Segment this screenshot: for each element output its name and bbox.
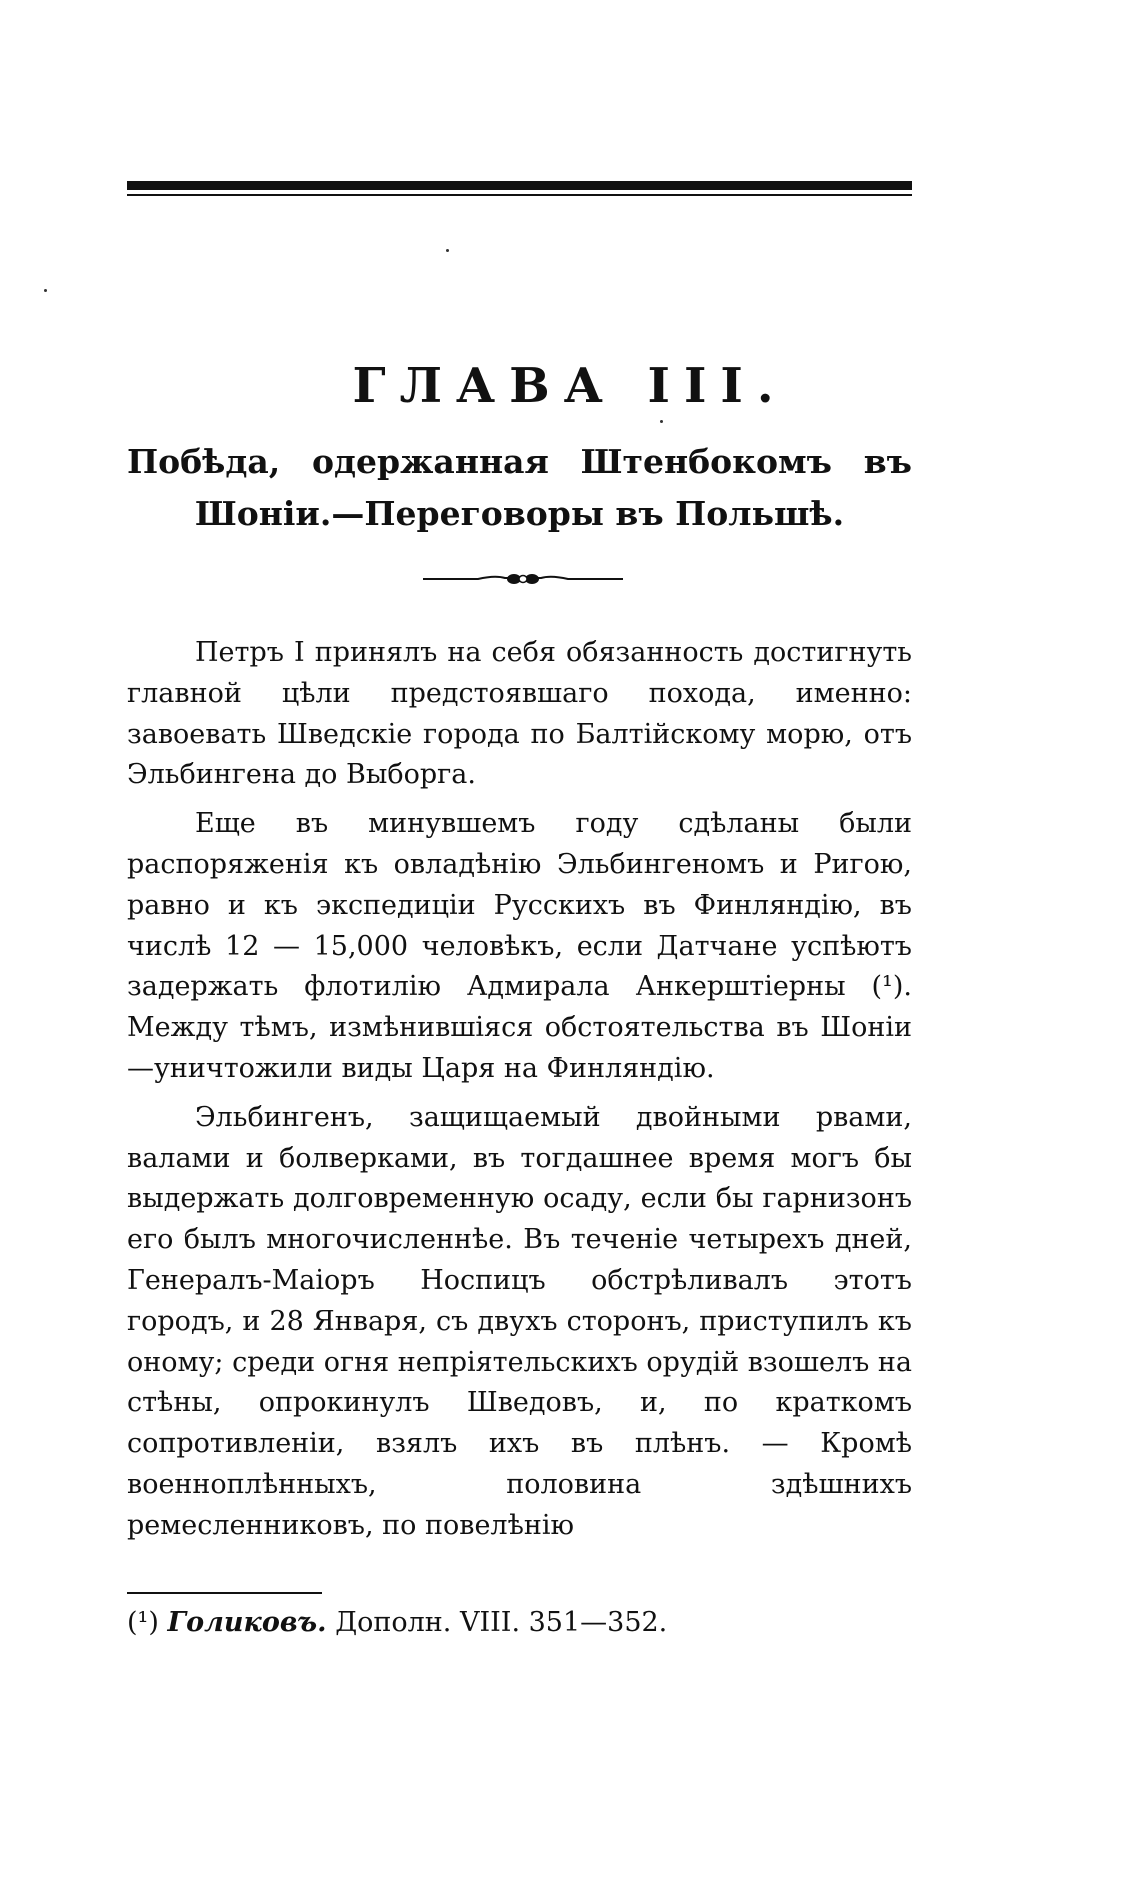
footnote-reference: Дополн. VIII. 351—352.: [335, 1607, 668, 1638]
paragraph: Эльбингенъ, защищаемый двойными рвами, валами и болверками, въ тогдашнее время могъ бы выдержать долговременную осаду, если бы гарнизонъ его былъ многочисленнѣе. Въ теченіе четырехъ дней, Генералъ-Маіоръ Носпицъ обстрѣливалъ этотъ городъ, и 28 Января, съ двухъ сторонъ, приступилъ къ оному; среди огня непріятельскихъ орудій взошелъ на стѣны, опрокинулъ Шведовъ, и, по краткомъ сопротивленіи, взялъ ихъ въ плѣнъ. — Кромѣ военноплѣнныхъ, половина здѣшнихъ ремесленниковъ, по повелѣнію: [127, 1101, 912, 1541]
footnote: [127, 1605, 912, 1641]
chapter-subtitle: Побѣда, одержанная Штенбокомъ въ Шоніи.—Переговоры въ Польшѣ.: [127, 442, 912, 533]
footnote-rule: [127, 1592, 322, 1594]
chapter-title: ГЛАВА III.: [352, 358, 788, 414]
ornament-divider: [423, 568, 623, 590]
print-speck: [660, 420, 663, 423]
header-rule-thick: [127, 181, 912, 190]
paragraph: Еще въ минувшемъ году сдѣланы были распоряженія къ овладѣнію Эльбингеномъ и Ригою, равно и къ экспедиціи Русскихъ въ Финляндію, въ числѣ 12 — 15,000 человѣкъ, если Датчане успѣютъ задержать флотилію Адмирала Анкерштіерны (¹). Между тѣмъ, измѣнившіяся обстоятельства въ Шоніи—уничтожили виды Царя на Финляндію.: [127, 808, 912, 1084]
body-text: [127, 633, 912, 1555]
print-speck: [446, 249, 449, 252]
paragraph: Петръ I принялъ на себя обязанность достигнуть главной цѣли предстоявшаго похода, именно: завоевать Шведскіе города по Балтійскому морю, отъ Эльбингена до Выборга.: [127, 637, 912, 791]
footnote-marker: (¹): [127, 1607, 159, 1638]
footnote-author: Голиковъ.: [167, 1607, 327, 1638]
header-rule-thin: [127, 194, 912, 196]
print-speck: [44, 289, 47, 292]
